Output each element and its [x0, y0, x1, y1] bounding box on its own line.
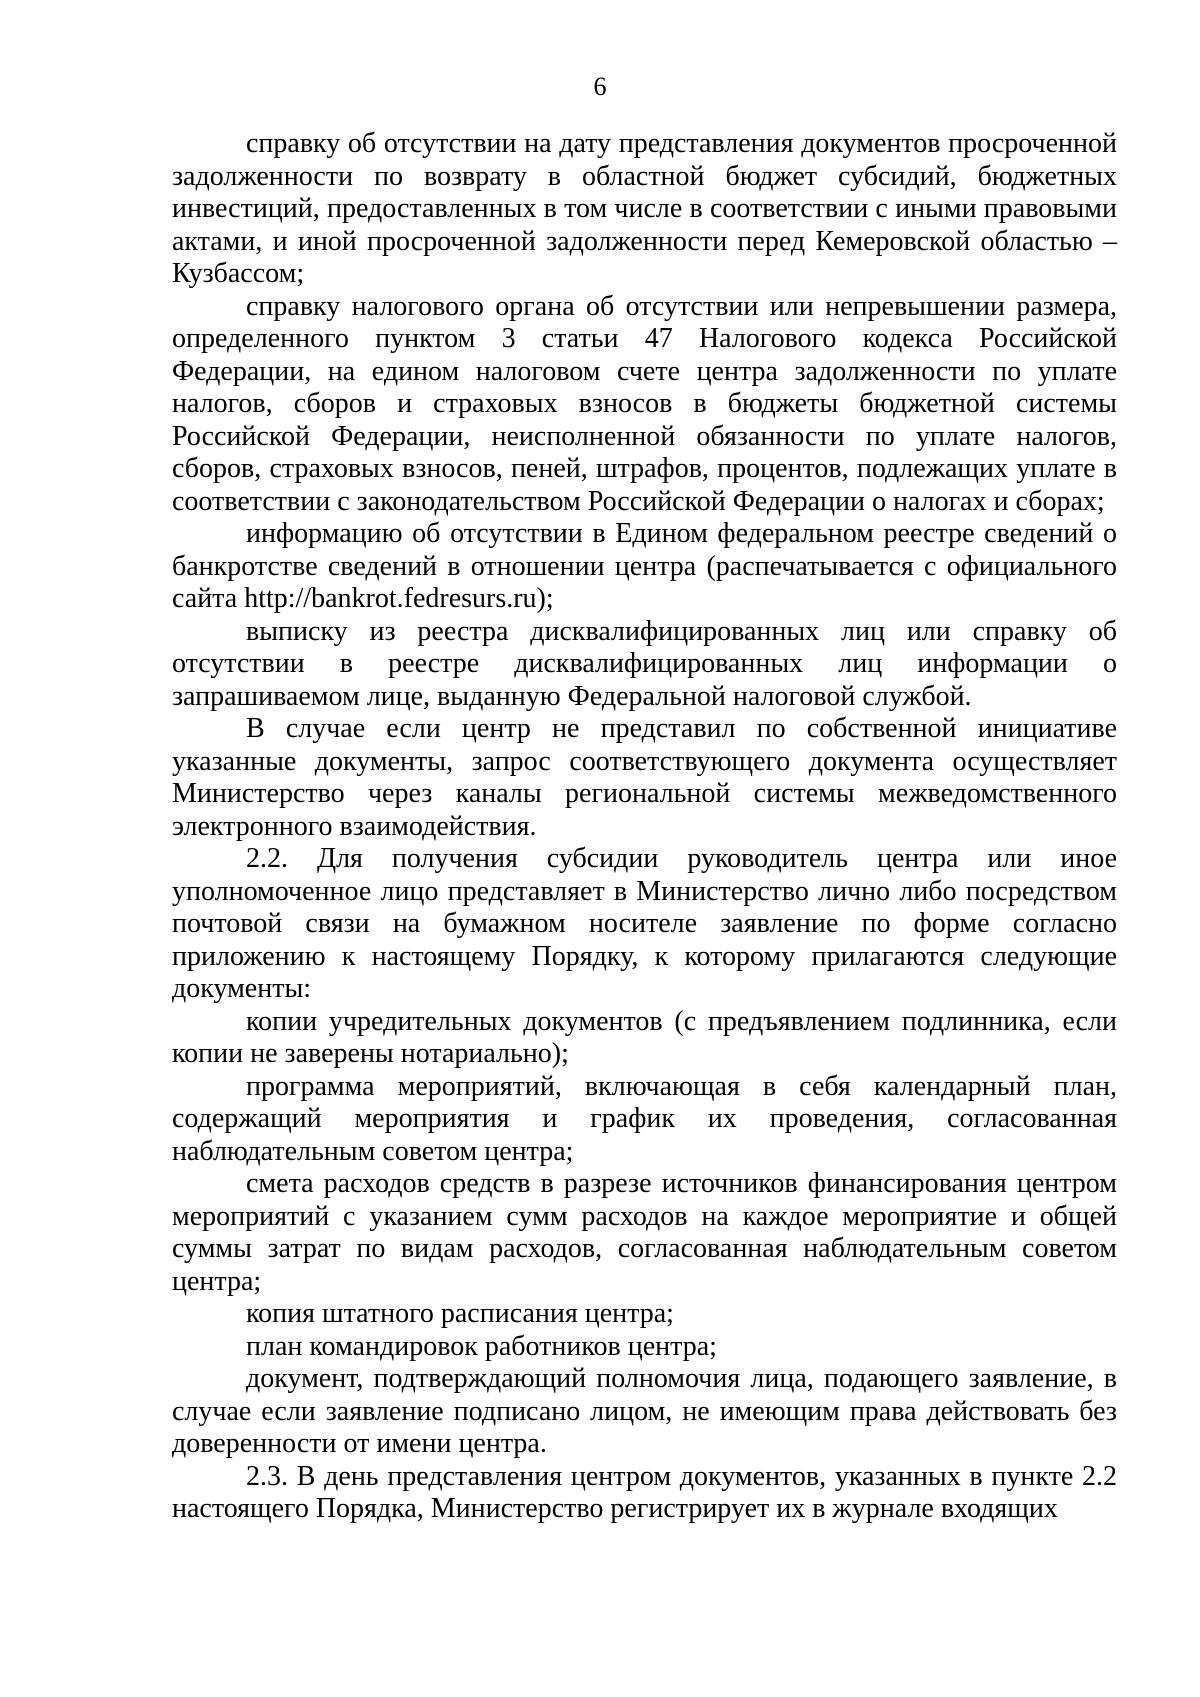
paragraph-staff-schedule: копия штатного расписания центра; [246, 1298, 674, 1329]
page-number: 6 [593, 72, 607, 101]
paragraph-business-trips: план командировок работников центра; [246, 1330, 717, 1362]
paragraph-tax-certificate: справку налогового органа об отсутствии или непревышении размера, определенного пунктом 3 статьи 47 Налогового кодекса Российской Федерации, на едином налоговом счете центра задолженности по уплате налогов, сборов и страховых взносов в бюджеты бюджетной системы Российской Федерации, неисполненной обязанности по уплате налогов, сборов, страховых взносов, пеней, штрафов, процентов, подлежащих уплате в соответствии с законодательством Российской Федерации о налогах и сборах; [172, 290, 1117, 517]
document-body [172, 128, 1117, 1526]
paragraph-section-2-3: 2.3. В день представления центром документов, указанных в пункте 2.2 настоящего Порядка, Министерство регистрирует их в журнале входящих [172, 1460, 1117, 1524]
paragraph-disqualified-registry: выписку из реестра дисквалифицированных лиц или справку об отсутствии в реестре дисквалифицированных лиц информации о запрашиваемом лице, выданную Федеральной налоговой службой. [172, 615, 1117, 712]
paragraph-interagency-request: В случае если центр не представил по собственной инициативе указанные документы, запрос соответствующего документа осуществляет Министерство через каналы региональной системы межведомственного электронного взаимодействия. [172, 713, 1117, 842]
paragraph-authority-document: документ, подтверждающий полномочия лица, подающего заявление, в случае если заявление подписано лицом, не имеющим права действовать без доверенности от имени центра. [172, 1363, 1117, 1459]
paragraph-section-2-2: 2.2. Для получения субсидии руководитель центра или иное уполномоченное лицо представляет в Министерство лично либо посредством почтовой связи на бумажном носителе заявление по форме согласно приложению к настоящему Порядку, к которому прилагаются следующие документы: [172, 843, 1117, 1004]
paragraph-debt-certificate: справку об отсутствии на дату представления документов просроченной задолженности по возврату в областной бюджет субсидий, бюджетных инвестиций, предоставленных в том числе в соответствии с иными правовыми актами, и иной просроченной задолженности перед Кемеровской областью – Кузбассом; [172, 128, 1117, 289]
paragraph-bankruptcy-info: информацию об отсутствии в Едином федеральном реестре сведений о банкротстве сведений в отношении центра (распечатывается с официального сайта http://bankrot.fedresurs.ru); [172, 518, 1117, 614]
paragraph-events-program: программа мероприятий, включающая в себя календарный план, содержащий мероприятия и график их проведения, согласованная наблюдательным советом центра; [172, 1070, 1117, 1167]
paragraph-expense-estimate: смета расходов средств в разрезе источников финансирования центром мероприятий с указанием сумм расходов на каждое мероприятие и общей суммы затрат по видам расходов, согласованная наблюдательным советом центра; [172, 1168, 1117, 1297]
paragraph-founding-documents: копии учредительных документов (с предъявлением подлинника, если копии не заверены нотариально); [172, 1005, 1117, 1069]
